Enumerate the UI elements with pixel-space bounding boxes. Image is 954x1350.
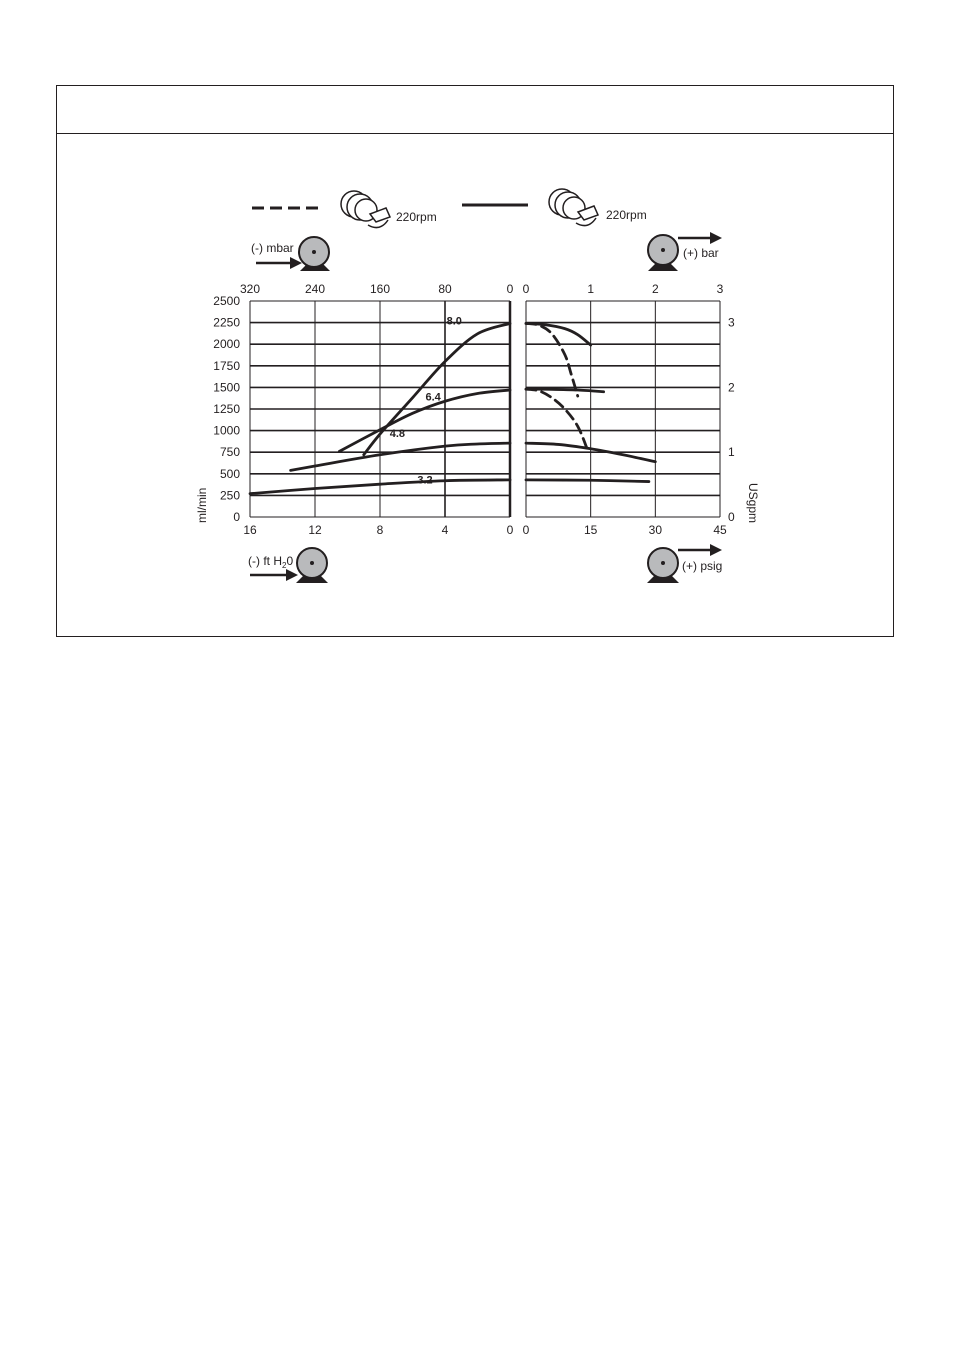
y-left-tick-label: 1250 — [213, 402, 240, 416]
suction-top-tick-label: 80 — [438, 282, 452, 296]
discharge-top-label: (+) bar — [683, 246, 719, 260]
suction-bottom-tick-label: 12 — [308, 523, 322, 537]
y-right-tick-label: 3 — [728, 315, 735, 330]
y-right-tick-label: 1 — [728, 445, 735, 460]
suction-top-tick-label: 0 — [506, 282, 514, 296]
series-dashed-8.0-discharge — [526, 323, 578, 396]
discharge-top-tick-label: 1 — [587, 282, 595, 296]
discharge-top-tick-label: 3 — [716, 282, 724, 296]
pump-head-icon — [341, 191, 390, 228]
y-right-tick-label: 2 — [728, 380, 735, 395]
curve-labels — [390, 316, 462, 487]
series-solid-6.4-discharge — [526, 389, 604, 392]
curve-label: 6.4 — [425, 391, 441, 404]
suction-bottom-tick-label: 0 — [506, 523, 514, 537]
series-solid-4.8-suction — [291, 443, 510, 470]
curve-label: 3.2 — [417, 474, 433, 487]
series-solid-3.2-discharge — [526, 480, 649, 482]
discharge-bottom-label: (+) psig — [682, 559, 723, 573]
suction-top-tick-label: 240 — [304, 282, 326, 296]
y-left-tick-label: 500 — [219, 466, 240, 481]
pump-icon — [299, 237, 330, 271]
grid — [250, 301, 720, 517]
pump-icon — [647, 548, 679, 583]
suction-bottom-tick-label: 16 — [243, 523, 257, 537]
y-left-axis-label: ml/min — [195, 487, 209, 523]
y-left-tick-label: 1000 — [213, 423, 240, 438]
y-right-axis-label: USgpm — [746, 483, 760, 524]
discharge-bottom-indicator — [647, 544, 722, 583]
y-left-tick-label: 750 — [219, 445, 240, 460]
discharge-top-tick-label: 2 — [651, 282, 659, 296]
suction-top-indicator — [251, 237, 330, 271]
y-left-tick-label: 1500 — [213, 380, 240, 395]
y-left-tick-label: 2000 — [213, 337, 240, 352]
discharge-bottom-tick-label: 15 — [583, 523, 598, 537]
suction-top-label: (-) mbar — [251, 241, 294, 255]
legend-label-dashed: 220rpm — [396, 210, 437, 224]
series-dashed-6.4-discharge — [526, 389, 587, 449]
suction-bottom-label: (-) ft $H_20$ — [248, 554, 294, 570]
curve-label: 4.8 — [389, 427, 406, 440]
pump-icon — [296, 548, 328, 583]
suction-bottom-indicator — [248, 548, 328, 583]
y-left-tick-label: 2250 — [213, 315, 240, 330]
suction-bottom-tick-label: 4 — [441, 523, 449, 537]
discharge-top-tick-label: 0 — [522, 282, 530, 296]
y-left-tick-label: 0 — [233, 510, 240, 524]
suction-top-tick-label: 160 — [369, 282, 391, 296]
series-solid-8.0-suction — [364, 323, 510, 454]
discharge-bottom-tick-label: 45 — [713, 523, 727, 537]
y-left-tick-label: 2500 — [213, 294, 240, 308]
y-right-tick-label: 0 — [728, 510, 735, 524]
discharge-top-indicator — [648, 232, 722, 271]
discharge-bottom-tick-label: 0 — [522, 523, 530, 537]
curve-label: 8.0 — [446, 315, 462, 328]
suction-bottom-tick-label: 8 — [376, 523, 384, 537]
y-left-tick-label: 250 — [219, 488, 240, 503]
legend — [252, 189, 647, 228]
pump-head-icon — [549, 189, 598, 226]
pump-icon — [648, 235, 678, 271]
suction-top-tick-label: 320 — [239, 282, 261, 296]
discharge-bottom-tick-label: 30 — [648, 523, 663, 537]
legend-label-solid: 220rpm — [606, 208, 647, 222]
y-left-tick-label: 1750 — [213, 358, 240, 373]
